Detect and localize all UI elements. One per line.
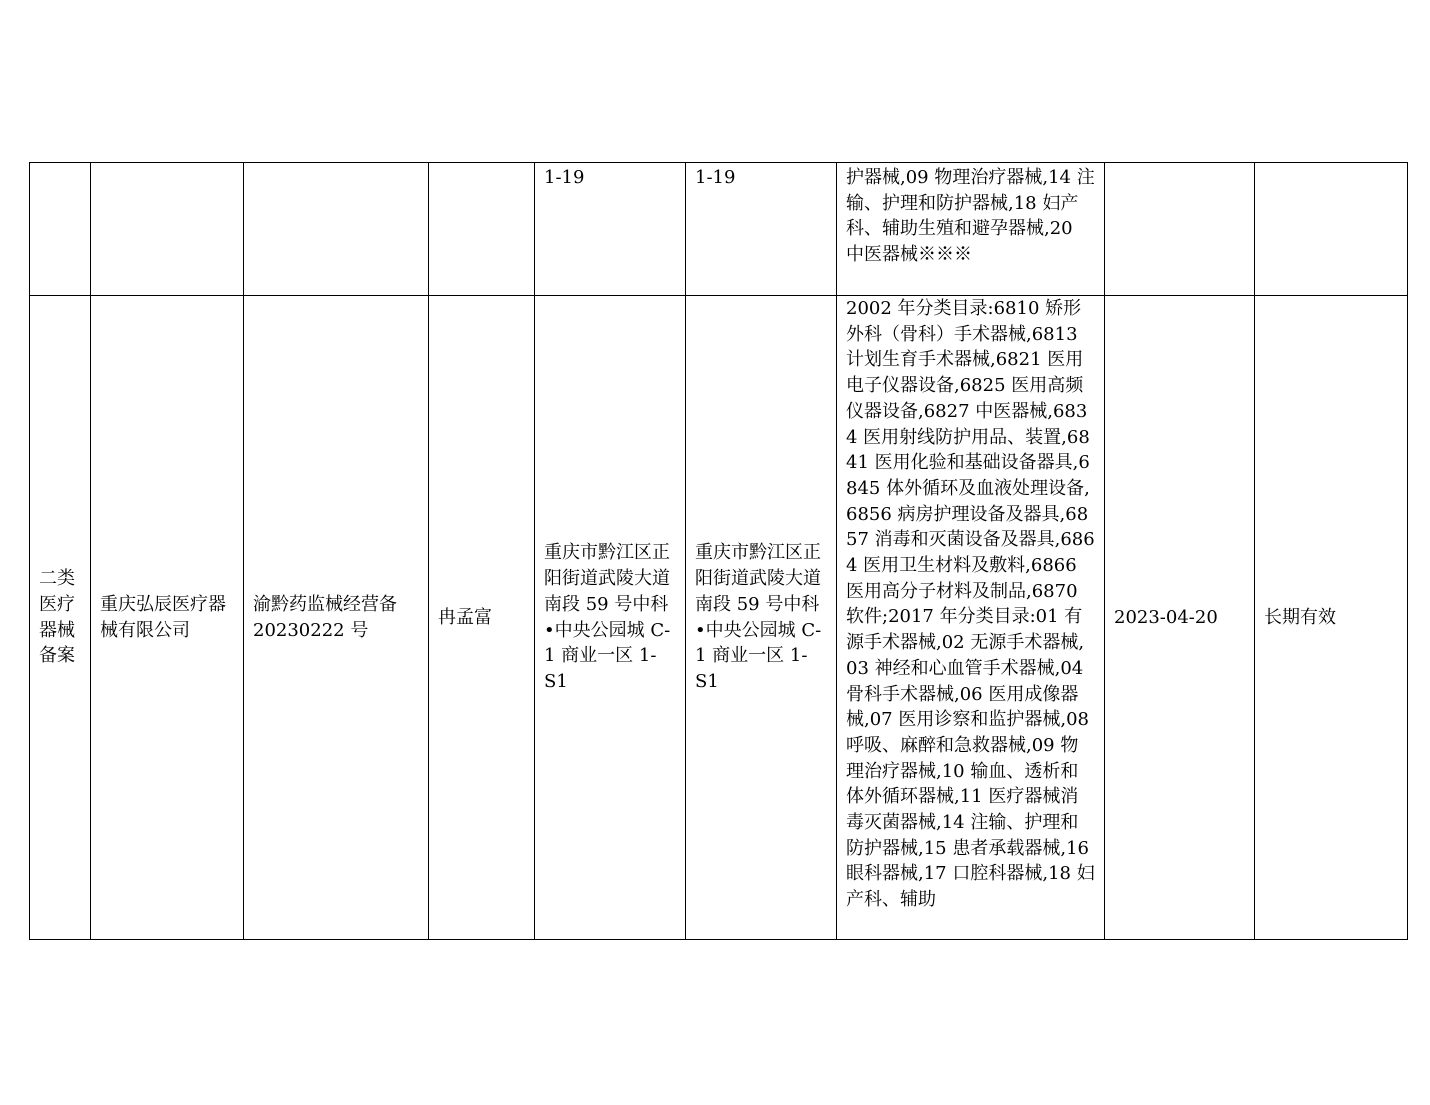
- table-row: [30, 296, 1408, 940]
- table-row: [30, 163, 1408, 296]
- cell-date: [1105, 163, 1255, 296]
- cell-validity: [1255, 163, 1408, 296]
- cell-date: 2023-04-20: [1105, 296, 1255, 940]
- cell-type: 二类医疗器械备案: [30, 296, 91, 940]
- cell-address-a: 重庆市黔江区正阳街道武陵大道南段 59 号中科•中央公园城 C-1 商业一区 1-S1: [535, 296, 686, 940]
- cell-scope: 2002 年分类目录:6810 矫形外科（骨科）手术器械,6813 计划生育手术器械,6821 医用电子仪器设备,6825 医用高频仪器设备,6827 中医器械,6834 医用射线防护用品、装置,6841 医用化验和基础设备器具,6845 体外循环及血液处理设备,6856 病房护理设备及器具,6857 消毒和灭菌设备及器具,6864 医用卫生材料及敷料,6866 医用高分子材料及制品,6870 软件;2017 年分类目录:01 有源手术器械,02 无源手术器械,03 神经和心血管手术器械,04 骨科手术器械,06 医用成像器械,07 医用诊察和监护器械,08 呼吸、麻醉和急救器械,09 物理治疗器械,10 输血、透析和体外循环器械,11 医疗器械消毒灭菌器械,14 注输、护理和防护器械,15 患者承载器械,16 眼科器械,17 口腔科器械,18 妇产科、辅助: [837, 296, 1105, 940]
- cell-record-no: [244, 163, 429, 296]
- cell-person: 冉孟富: [429, 296, 535, 940]
- cell-record-no: 渝黔药监械经营备20230222 号: [244, 296, 429, 940]
- cell-scope: 护器械,09 物理治疗器械,14 注输、护理和防护器械,18 妇产科、辅助生殖和避孕器械,20 中医器械※※※: [837, 163, 1105, 296]
- cell-company: 重庆弘辰医疗器械有限公司: [91, 296, 244, 940]
- cell-address-b: 1-19: [686, 163, 837, 296]
- cell-validity: 长期有效: [1255, 296, 1408, 940]
- cell-company: [91, 163, 244, 296]
- cell-address-b: 重庆市黔江区正阳街道武陵大道南段 59 号中科•中央公园城 C-1 商业一区 1-S1: [686, 296, 837, 940]
- cell-type: [30, 163, 91, 296]
- cell-address-a: 1-19: [535, 163, 686, 296]
- cell-person: [429, 163, 535, 296]
- records-table: [29, 162, 1408, 940]
